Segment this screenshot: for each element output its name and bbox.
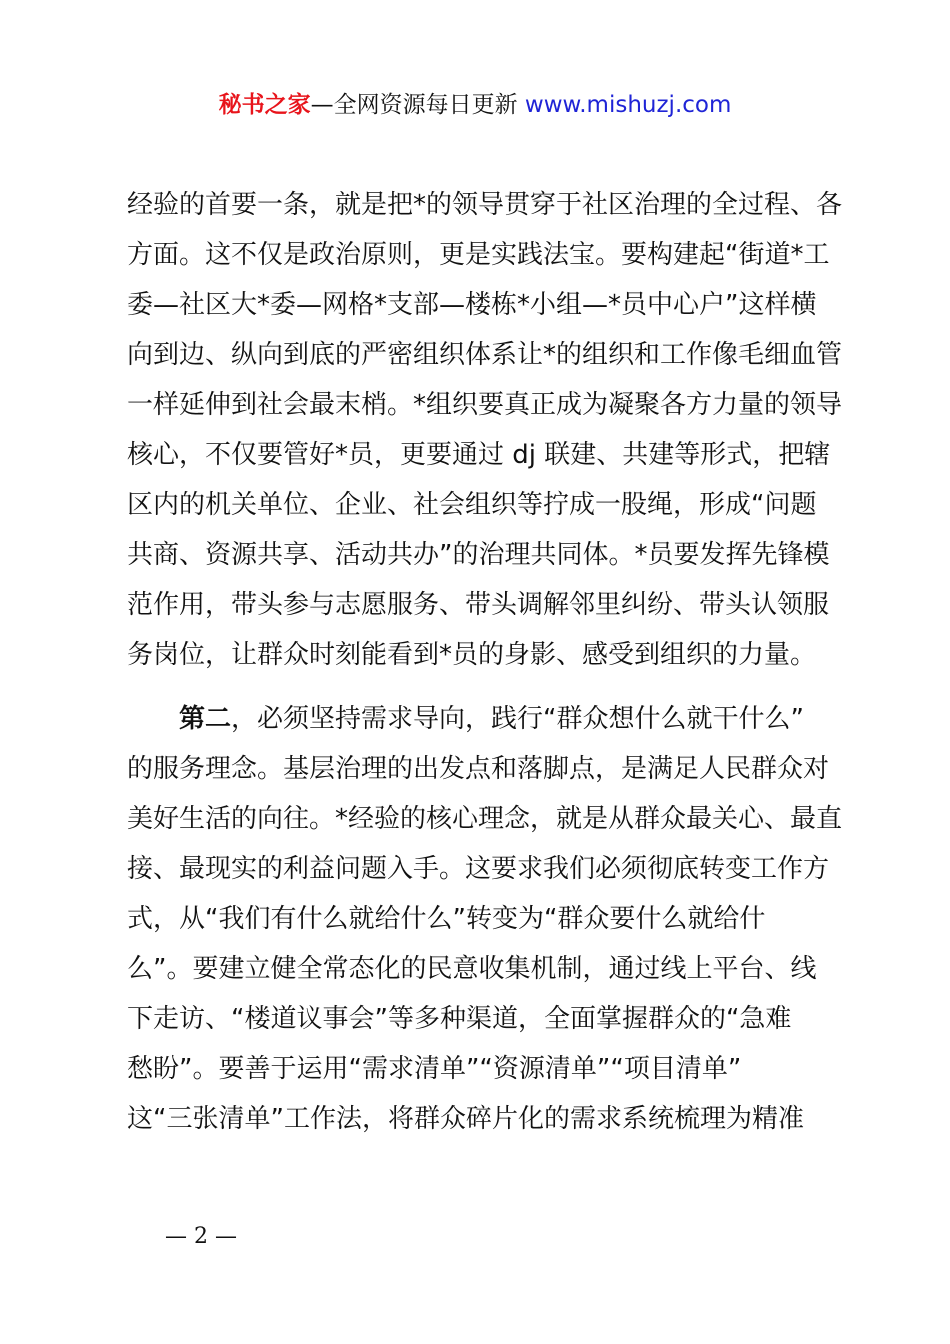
text-line: 经验的首要一条，就是把*的领导贯穿于社区治理的全过程、各 bbox=[127, 190, 843, 220]
paragraph-1 bbox=[127, 180, 843, 680]
document-body bbox=[127, 180, 843, 1144]
text-line: 美好生活的向往。*经验的核心理念，就是从群众最关心、最直 bbox=[127, 804, 843, 834]
text-line: 核心，不仅要管好*员，更要通过 dj 联建、共建等形式，把辖 bbox=[127, 440, 831, 470]
text-line-first bbox=[127, 694, 833, 744]
text-line: 下走访、“楼道议事会”等多种渠道，全面掌握群众的“急难 bbox=[127, 1004, 792, 1034]
text-line: 一样延伸到社会最末梢。*组织要真正成为凝聚各方力量的领导 bbox=[127, 390, 843, 420]
page-number: — 2 — bbox=[165, 1224, 237, 1249]
text-line: 接、最现实的利益问题入手。这要求我们必须彻底转变工作方 bbox=[127, 854, 830, 884]
text-line: 的服务理念。基层治理的出发点和落脚点，是满足人民群众对 bbox=[127, 754, 830, 784]
text-line: 区内的机关单位、企业、社会组织等拧成一股绳，形成“问题 bbox=[127, 490, 817, 520]
text-line: 范作用，带头参与志愿服务、带头调解邻里纠纷、带头认领服 bbox=[127, 590, 830, 620]
text-line: 委—社区大*委—网格*支部—楼栋*小组—*员中心户”这样横 bbox=[127, 290, 817, 320]
text-line: 式，从“我们有什么就给什么”转变为“群众要什么就给什 bbox=[127, 904, 766, 934]
brand-name: 秘书之家 bbox=[218, 92, 311, 118]
text-line: 共商、资源共享、活动共办”的治理共同体。*员要发挥先锋模 bbox=[127, 540, 830, 570]
text-run: ，必须坚持需求导向，践行“群众想什么就干什么” bbox=[231, 704, 804, 734]
text-line: 务岗位，让群众时刻能看到*员的身影、感受到组织的力量。 bbox=[127, 640, 817, 670]
paragraph-spacing bbox=[127, 680, 833, 694]
site-url-link[interactable]: www.mishuzj.com bbox=[524, 92, 732, 118]
text-line: 么”。要建立健全常态化的民意收集机制，通过线上平台、线 bbox=[127, 954, 817, 984]
text-line: 方面。这不仅是政治原则，更是实践法宝。要构建起“街道*工 bbox=[127, 240, 830, 270]
section-lead: 第二 bbox=[179, 704, 232, 734]
site-header bbox=[0, 88, 950, 122]
header-tagline: —全网资源每日更新 bbox=[310, 92, 525, 118]
text-line: 这“三张清单”工作法，将群众碎片化的需求系统梳理为精准 bbox=[127, 1104, 804, 1134]
text-line: 向到边、纵向到底的严密组织体系让*的组织和工作像毛细血管 bbox=[127, 340, 843, 370]
paragraph-2 bbox=[127, 694, 843, 1144]
text-line: 愁盼”。要善于运用“需求清单”“资源清单”“项目清单” bbox=[127, 1054, 742, 1084]
